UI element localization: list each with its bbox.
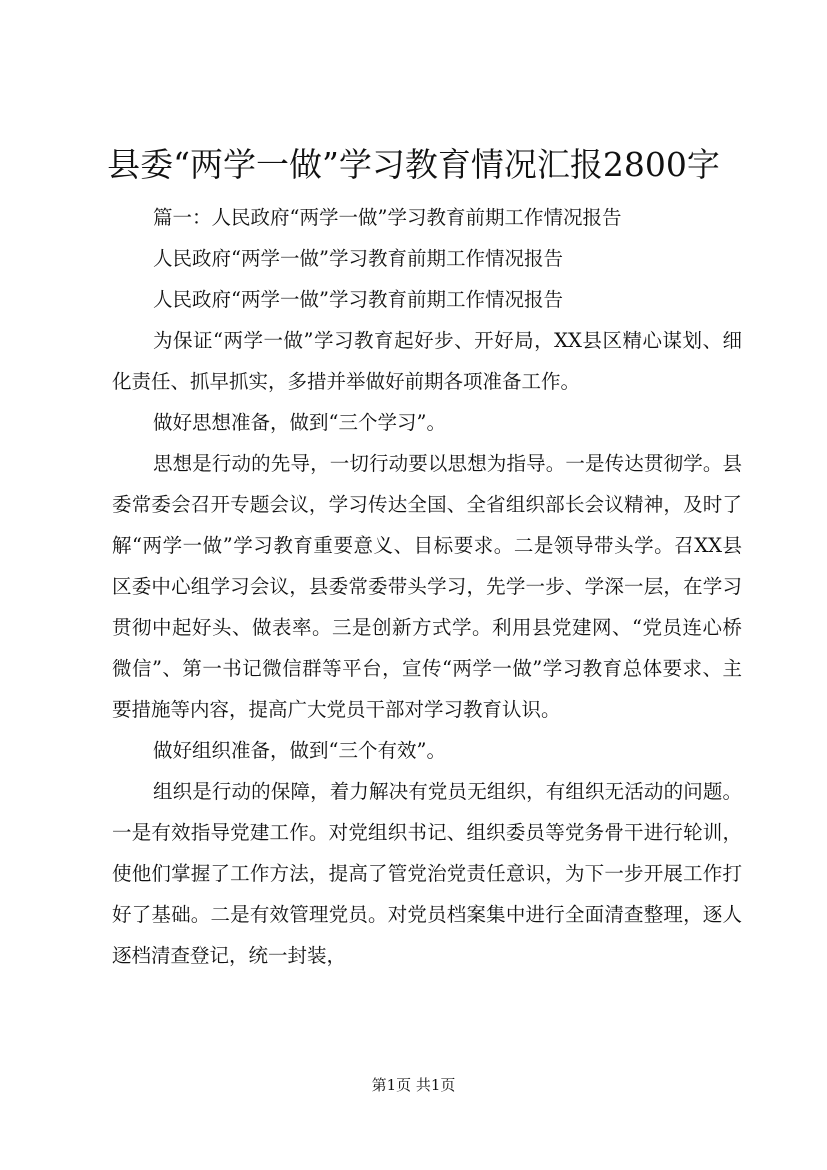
paragraph-org-prep: 组织是行动的保障，着力解决有党员无组织，有组织无活动的问题。一是有效指导党建工作。对党组织书记、组织委员等党务骨干进行轮训，使他们掌握了工作方法，提高了管党治党责任意识，为下一步开展工作打好了基础。二是有效管理党员。对党员档案集中进行全面清查整理，逐人逐档清查登记，统一封装， xyxy=(112,780,742,967)
paragraph-thought-prep: 思想是行动的先导，一切行动要以思想为指导。一是传达贯彻学。县委常委会召开专题会议，学习传达全国、全省组织部长会议精神，及时了解“两学一做”学习教育重要意义、目标要求。二是领导带头学。召XX县区委中心组学习会议，县委常委带头学习，先学一步、学深一层，在学习贯彻中起好头、做表率。三是创新方式学。利用县党建网、“党员连心桥微信”、第一书记微信群等平台，宣传“两学一做”学习教育总体要求、主要措施等内容，提高广大党员干部对学习教育认识。 xyxy=(112,452,742,721)
paragraph-intro: 为保证“两学一做”学习教育起好步、开好局，XX县区精心谋划、细化责任、抓早抓实，多措并举做好前期各项准备工作。 xyxy=(112,329,742,393)
paragraph-heading-org-prep: 做好组织准备，做到“三个有效”。 xyxy=(153,739,446,762)
paragraph-heading-thought-prep: 做好思想准备，做到“三个学习”。 xyxy=(153,411,446,434)
paragraph-report-title: 人民政府“两学一做”学习教育前期工作情况报告 xyxy=(153,247,563,270)
document-body xyxy=(112,197,742,976)
paragraph-section-heading: 篇一：人民政府“两学一做”学习教育前期工作情况报告 xyxy=(153,206,622,229)
document-title: 县委“两学一做”学习教育情况汇报2800字 xyxy=(107,145,720,184)
page-footer: 第1页 共1页 xyxy=(371,1076,456,1094)
paragraph-report-title-repeat: 人民政府“两学一做”学习教育前期工作情况报告 xyxy=(153,288,563,311)
